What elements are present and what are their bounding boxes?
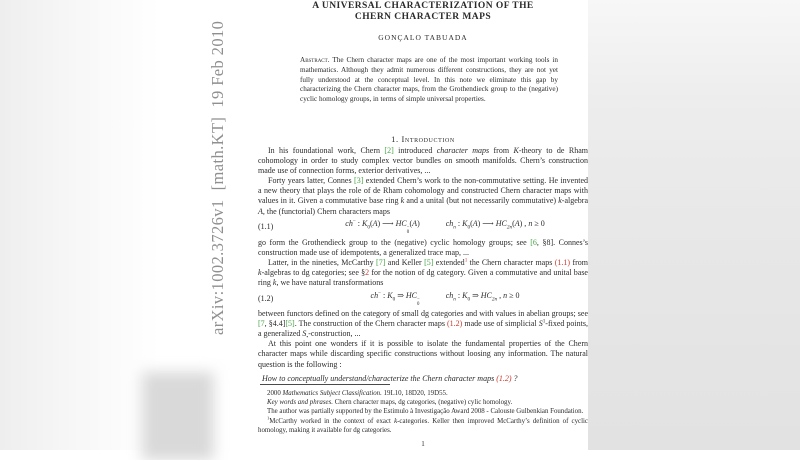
background-right-band [588, 0, 800, 450]
equation-body [302, 219, 588, 235]
equation-formula-right: $ch_n$ : $K_0$ ⇒ $HC_{2n}$ , n ≥ 0 [445, 290, 520, 303]
paragraph-intro-2: Forty years latter, Connes [3] extended Chern’s work to the non-commutative setting. He invented a new theory that plays the role of de Rham cohomology and constructed Chern character maps with values in it. Given a commutative base ring k and a unital (but not necessarily commutative) k-algebra A, the (functorial) Chern characters maps [258, 176, 589, 216]
background-left-gradient [0, 0, 160, 450]
paragraph-after-eq12: between functors defined on the category of small dg categories and with values in abelian groups; see [7, §4.4][5]. The construction of the Chern character maps (1.2) made use of simplicial $S^1$-fixed points, a generalized $S_•$-construction, ... [258, 309, 588, 341]
equation-label: (1.2) [258, 293, 274, 303]
citation-link[interactable]: [2] [384, 146, 394, 155]
equation-1-1 [258, 219, 588, 235]
paragraph-nineties: Latter, in the nineties, McCarthy [7] and Keller [5] extended$^1$ the Chern character maps (1.1) from k-algebras to dg categories; see §2 for the notion of dg category. Given a commutative and unital base ring k, we have natural transformations [258, 257, 589, 287]
equation-body [302, 291, 588, 307]
citation-link[interactable]: [6 [530, 237, 537, 247]
page-number: 1 [421, 440, 425, 448]
paper-title [258, 1, 588, 23]
paragraph-after-eq11: go form the Grothendieck group to the (negative) cyclic homology groups; see [6, §8]. Connes’s construction made use of idempotents, a generalized trace map, ... [258, 237, 588, 257]
citation-link[interactable]: [5] [285, 319, 295, 329]
equation-ref-link[interactable]: (1.1) [554, 257, 571, 267]
body-column [258, 146, 588, 384]
equation-ref-link[interactable]: (1.2) [496, 374, 512, 384]
equation-ref-link[interactable]: 2 [365, 267, 370, 277]
author-name: GONÇALO TABUADA [378, 33, 468, 42]
citation-link[interactable]: [5] [424, 257, 434, 267]
paper-title-line1: A UNIVERSAL CHARACTERIZATION OF THE [312, 1, 534, 11]
equation-label: (1.1) [258, 222, 274, 232]
footnote-support: The author was partially supported by the Estimulo à Investigação Award 2008 - Calouste Gulbenkian Foundation. [267, 408, 584, 416]
equation-ref-link[interactable]: 1 [464, 257, 468, 264]
background-shadow-patch [142, 372, 214, 460]
question-emphasis: How to conceptually understand/characterize the Chern character maps (1.2) ? [262, 374, 518, 384]
equation-formula-left: ch− : $K_0$ ⇒ HC − 0 [370, 289, 420, 307]
citation-link[interactable]: [7 [258, 319, 265, 329]
paper-title-line2: CHERN CHARACTER MAPS [354, 12, 492, 22]
equation-formula-left: ch− : $K_0(A)$ ⟶ HC − 0 (A) [345, 218, 420, 236]
section-heading: 1. Introduction [391, 134, 455, 144]
footnote-1: $^1$McCarthy worked in the context of exact k-categories. Keller then improved McCarthy’s definition of cyclic homology, making it available for dg categories. [258, 415, 588, 435]
footnote-msc: 2000 Mathematics Subject Classification. 19L10, 18D20, 19D55. [267, 389, 448, 397]
footnote-block [258, 384, 588, 436]
equation-formula-right: $ch_n$ : $K_0(A)$ ⟶ $HC_{2n}(A)$ , n ≥ 0 [445, 219, 545, 231]
citation-link[interactable]: [3] [354, 176, 364, 186]
equation-ref-link[interactable]: (1.2) [447, 319, 463, 329]
abstract: Abstract. The Chern character maps are one of the most important working tools in mathematics. Although they admit numerous different constructions, they are not yet fully understood at the conceptual level. In this note we eliminate this gap by characterizing the Chern character maps, from the Grothendieck group to the (negative) cyclic homology groups, in terms of simple universal properties. [300, 56, 558, 104]
footnote-rule [260, 384, 390, 385]
footnote-keywords: Key words and phrases. Chern character maps, dg categories, (negative) cylic homology. [267, 398, 513, 406]
equation-1-2 [258, 291, 588, 307]
citation-link[interactable]: [7] [376, 257, 386, 267]
arxiv-stamp: arXiv:1002.3726v1 [math.KT] 19 Feb 2010 [208, 20, 227, 335]
paragraph-intro-1: In his foundational work, Chern [2] introduced character maps from K-theory to de Rham cohomology in order to study complex vector bundles on smooth manifolds. Chern’s construction made use of connection forms, exterior derivatives, ... [258, 146, 588, 176]
paragraph-question-intro: At this point one wonders if it is possible to isolate the fundamental properties of the Chern character maps while discarding specific constructions without loosing any information. The natural question is the following : [258, 339, 588, 369]
